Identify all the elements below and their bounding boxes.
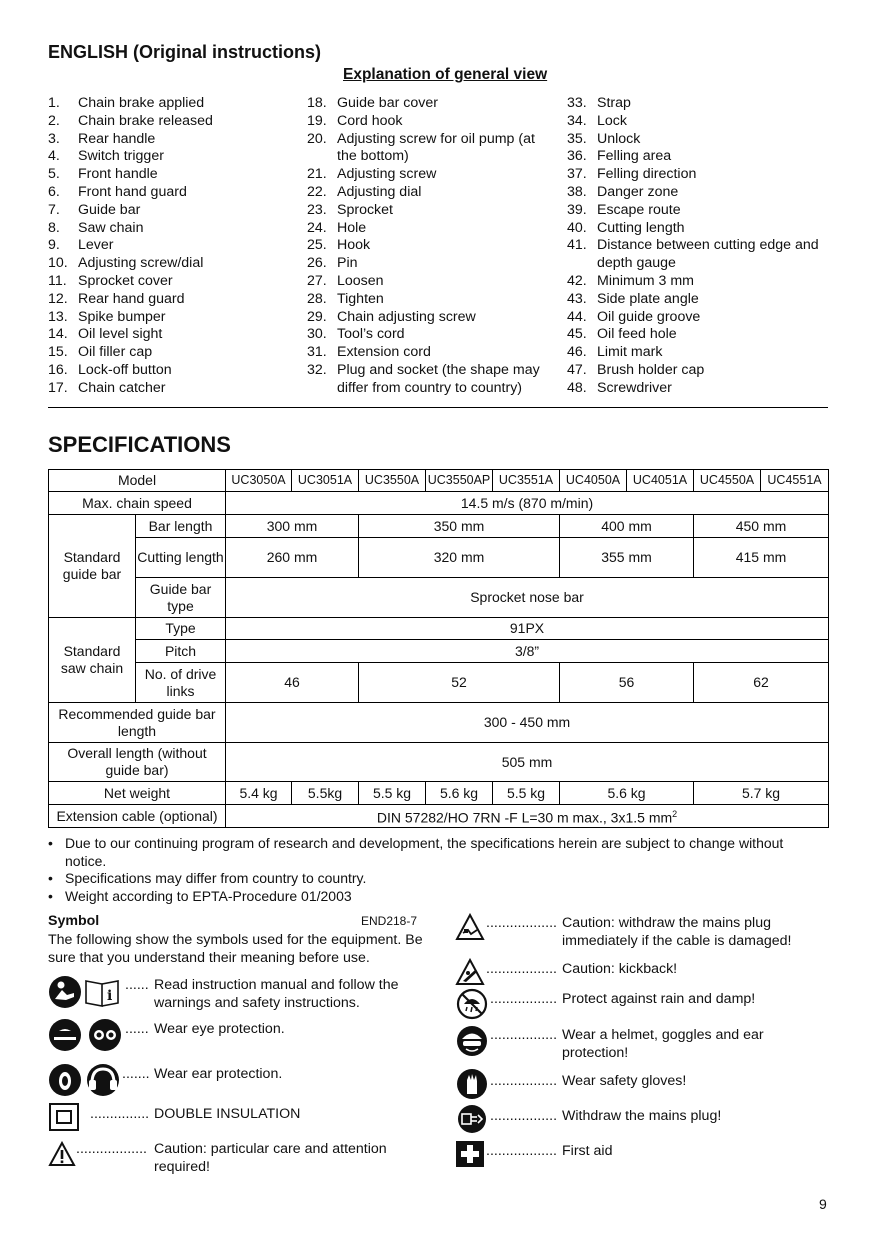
symbol-text: Wear safety gloves! bbox=[562, 1073, 687, 1089]
list-item bbox=[48, 202, 298, 220]
item-number: 27. bbox=[307, 272, 327, 289]
item-number: 28. bbox=[307, 290, 327, 307]
list-item bbox=[567, 362, 829, 380]
item-label: Oil feed hole bbox=[597, 326, 677, 343]
item-label: Screwdriver bbox=[597, 379, 672, 396]
item-label: Lever bbox=[78, 237, 114, 254]
list-item bbox=[307, 344, 557, 362]
item-label: Hole bbox=[337, 219, 367, 236]
item-label: Loosen bbox=[337, 272, 384, 289]
note-text: Weight according to EPTA-Procedure 01/2003 bbox=[65, 887, 352, 904]
symbol-text: Caution: particular care and attention required! bbox=[154, 1141, 387, 1175]
cutting-length-value: 415 mm bbox=[694, 538, 829, 578]
drive-links-value: 52 bbox=[359, 663, 560, 703]
item-number: 46. bbox=[567, 344, 587, 361]
list-item bbox=[307, 326, 557, 344]
item-number: 24. bbox=[307, 219, 327, 236]
symbol-entry bbox=[48, 975, 428, 1015]
leader-dots: ...... bbox=[125, 1021, 149, 1037]
item-label: Adjusting dial bbox=[337, 183, 422, 200]
drive-links-label: No. of drive links bbox=[136, 663, 226, 703]
item-number: 2. bbox=[48, 112, 60, 129]
item-label: Limit mark bbox=[597, 344, 663, 361]
max-speed-value: 14.5 m/s (870 m/min) bbox=[226, 492, 829, 515]
table-row bbox=[49, 782, 829, 805]
item-label: Chain adjusting screw bbox=[337, 308, 476, 325]
item-number: 16. bbox=[48, 361, 68, 378]
chain-type-value: 91PX bbox=[226, 618, 829, 640]
warning-icon bbox=[48, 1141, 76, 1167]
leader-dots: .................. bbox=[486, 1143, 557, 1159]
section-title-general-view: Explanation of general view bbox=[343, 66, 548, 83]
page-title: ENGLISH (Original instructions) bbox=[48, 42, 322, 62]
bullet: • bbox=[48, 887, 53, 904]
item-label: Spike bumper bbox=[78, 308, 166, 325]
specifications-title: SPECIFICATIONS bbox=[48, 432, 231, 457]
list-item bbox=[307, 95, 557, 113]
model-cell: UC3551A bbox=[493, 470, 560, 492]
item-label: Rear handle bbox=[78, 130, 156, 147]
table-row bbox=[49, 470, 829, 492]
item-label: Brush holder cap bbox=[597, 361, 705, 378]
symbol-text: Protect against rain and damp! bbox=[562, 991, 756, 1007]
item-label: Danger zone bbox=[597, 183, 679, 200]
leader-dots: .................. bbox=[486, 915, 557, 931]
extension-cable-sup: 2 bbox=[672, 808, 678, 819]
list-item bbox=[567, 237, 829, 273]
item-number: 34. bbox=[567, 112, 587, 129]
item-label: Cord hook bbox=[337, 112, 403, 129]
model-cell: UC4050A bbox=[560, 470, 627, 492]
list-item bbox=[567, 148, 829, 166]
list-item bbox=[567, 95, 829, 113]
item-number: 25. bbox=[307, 237, 327, 254]
net-weight-label: Net weight bbox=[49, 782, 226, 805]
net-weight-value: 5.6 kg bbox=[426, 782, 493, 805]
standard-saw-chain-label: Standard saw chain bbox=[49, 618, 136, 703]
item-label: Rear hand guard bbox=[78, 290, 185, 307]
leader-dots: ................. bbox=[490, 1108, 558, 1124]
table-row bbox=[49, 663, 829, 703]
item-number: 19. bbox=[307, 112, 327, 129]
symbol-text: Caution: kickback! bbox=[562, 961, 678, 977]
drive-links-value: 56 bbox=[560, 663, 694, 703]
item-number: 1. bbox=[48, 95, 60, 111]
list-item bbox=[307, 255, 557, 273]
svg-text:i: i bbox=[107, 988, 113, 1004]
item-number: 44. bbox=[567, 308, 587, 325]
list-item bbox=[567, 380, 829, 398]
net-weight-value: 5.5 kg bbox=[493, 782, 560, 805]
table-row bbox=[49, 805, 829, 828]
note-text: Due to our continuing program of research and development, the specifications herein are subject to change without notice. bbox=[65, 835, 784, 869]
table-row bbox=[49, 618, 829, 640]
item-label: Lock-off button bbox=[78, 361, 172, 378]
cutting-length-label: Cutting length bbox=[136, 538, 226, 578]
model-cell: UC4551A bbox=[761, 470, 829, 492]
list-item bbox=[307, 220, 557, 238]
list-item bbox=[48, 380, 298, 398]
list-item bbox=[48, 220, 298, 238]
list-item bbox=[48, 184, 298, 202]
kickback-icon bbox=[455, 958, 485, 986]
page-number: 9 bbox=[819, 1196, 827, 1212]
symbol-entry bbox=[455, 1025, 828, 1065]
chain-type-label: Type bbox=[136, 618, 226, 640]
list-item bbox=[567, 166, 829, 184]
list-item bbox=[48, 362, 298, 380]
net-weight-value: 5.7 kg bbox=[694, 782, 829, 805]
item-number: 14. bbox=[48, 326, 68, 343]
list-item bbox=[48, 835, 828, 870]
cutting-length-value: 355 mm bbox=[560, 538, 694, 578]
extension-cable-value bbox=[226, 805, 829, 828]
leader-dots: .................. bbox=[76, 1141, 147, 1157]
item-label: Sprocket cover bbox=[78, 272, 173, 289]
symbol-entry bbox=[48, 1103, 428, 1133]
symbol-text: Caution: withdraw the mains plug immediately if the cable is damaged! bbox=[562, 915, 792, 949]
item-number: 3. bbox=[48, 130, 60, 147]
bar-length-value: 400 mm bbox=[560, 515, 694, 538]
item-label: Tighten bbox=[337, 290, 384, 307]
list-item bbox=[48, 113, 298, 131]
list-item bbox=[307, 113, 557, 131]
list-item bbox=[567, 291, 829, 309]
leader-dots: ............... bbox=[90, 1106, 150, 1122]
max-speed-label: Max. chain speed bbox=[49, 492, 226, 515]
item-label: Oil guide groove bbox=[597, 308, 701, 325]
divider bbox=[48, 407, 828, 408]
overall-length-value: 505 mm bbox=[226, 743, 829, 782]
item-label: Chain catcher bbox=[78, 379, 166, 396]
symbol-entry bbox=[48, 1139, 428, 1179]
list-item bbox=[307, 184, 557, 202]
item-label: Oil level sight bbox=[78, 326, 163, 343]
list-item bbox=[48, 309, 298, 327]
recommended-bar-value: 300 - 450 mm bbox=[226, 703, 829, 743]
item-number: 20. bbox=[307, 130, 327, 147]
symbol-entry bbox=[455, 1104, 828, 1136]
drive-links-value: 62 bbox=[694, 663, 829, 703]
item-label: Hook bbox=[337, 237, 371, 254]
item-label: Switch trigger bbox=[78, 148, 164, 165]
item-label: Felling area bbox=[597, 148, 672, 165]
item-label: Front hand guard bbox=[78, 183, 187, 200]
symbol-entry bbox=[455, 913, 828, 953]
helmet-goggles-ear-icon bbox=[455, 1025, 489, 1057]
bullet: • bbox=[48, 870, 53, 887]
item-number: 15. bbox=[48, 344, 68, 361]
table-row bbox=[49, 515, 829, 538]
standard-guide-bar-label: Standard guide bar bbox=[49, 515, 136, 618]
list-item bbox=[567, 113, 829, 131]
model-cell: UC3550A bbox=[359, 470, 426, 492]
item-number: 6. bbox=[48, 183, 60, 200]
item-label: Plug and socket (the shape may differ from country to country) bbox=[337, 361, 540, 396]
item-label: Chain brake released bbox=[78, 112, 213, 129]
item-label: Adjusting screw/dial bbox=[78, 255, 204, 272]
leader-dots: ................. bbox=[490, 1027, 558, 1043]
model-label: Model bbox=[49, 470, 226, 492]
item-label: Chain brake applied bbox=[78, 95, 205, 111]
cutting-length-value: 260 mm bbox=[226, 538, 359, 578]
list-item bbox=[48, 131, 298, 149]
table-row bbox=[49, 703, 829, 743]
list-item bbox=[48, 888, 828, 906]
table-row bbox=[49, 538, 829, 578]
item-label: Guide bar cover bbox=[337, 95, 438, 111]
bar-length-value: 300 mm bbox=[226, 515, 359, 538]
list-item bbox=[567, 184, 829, 202]
list-item bbox=[48, 255, 298, 273]
gloves-icon bbox=[455, 1068, 489, 1100]
list-item bbox=[307, 131, 557, 167]
item-number: 37. bbox=[567, 166, 587, 183]
list-item bbox=[567, 220, 829, 238]
table-row bbox=[49, 492, 829, 515]
list-item bbox=[307, 362, 557, 398]
list-item bbox=[307, 273, 557, 291]
manual-icon bbox=[48, 975, 122, 1009]
item-number: 23. bbox=[307, 201, 327, 218]
list-item bbox=[48, 344, 298, 362]
symbol-text: Withdraw the mains plug! bbox=[562, 1108, 722, 1124]
symbol-text: Wear ear protection. bbox=[154, 1066, 283, 1082]
model-cell: UC4550A bbox=[694, 470, 761, 492]
list-item bbox=[307, 166, 557, 184]
item-number: 26. bbox=[307, 255, 327, 272]
ear-protection-icon bbox=[48, 1063, 122, 1097]
symbol-entry bbox=[455, 1140, 828, 1170]
item-label: Adjusting screw for oil pump (at the bottom) bbox=[337, 130, 535, 165]
symbol-text: Wear eye protection. bbox=[154, 1021, 285, 1037]
first-aid-icon bbox=[455, 1140, 485, 1168]
item-number: 22. bbox=[307, 183, 327, 200]
table-row bbox=[49, 743, 829, 782]
item-number: 33. bbox=[567, 95, 587, 111]
list-item bbox=[567, 309, 829, 327]
item-number: 8. bbox=[48, 219, 60, 236]
list-item bbox=[48, 95, 298, 113]
list-item bbox=[567, 202, 829, 220]
item-number: 31. bbox=[307, 344, 327, 361]
item-label: Guide bar bbox=[78, 201, 141, 218]
net-weight-value: 5.5 kg bbox=[359, 782, 426, 805]
symbol-code: END218-7 bbox=[361, 914, 418, 928]
pitch-label: Pitch bbox=[136, 640, 226, 663]
symbol-entry bbox=[48, 1063, 428, 1099]
item-label: Saw chain bbox=[78, 219, 144, 236]
item-number: 38. bbox=[567, 183, 587, 200]
item-label: Side plate angle bbox=[597, 290, 699, 307]
symbol-entry bbox=[455, 988, 828, 1020]
item-number: 40. bbox=[567, 219, 587, 236]
double-insulation-icon bbox=[48, 1103, 82, 1131]
extension-cable-text: DIN 57282/HO 7RN -F L=30 m max., 3x1.5 mm bbox=[376, 809, 673, 826]
cutting-length-value: 320 mm bbox=[359, 538, 560, 578]
list-item bbox=[307, 309, 557, 327]
item-label: Unlock bbox=[597, 130, 641, 147]
parts-list-column-3 bbox=[567, 95, 829, 398]
symbol-text: DOUBLE INSULATION bbox=[154, 1106, 301, 1122]
note-text: Specifications may differ from country to country. bbox=[65, 870, 367, 887]
net-weight-value: 5.6 kg bbox=[560, 782, 694, 805]
list-item bbox=[48, 148, 298, 166]
symbol-entry bbox=[455, 958, 828, 986]
symbol-intro: The following show the symbols used for the equipment. Be sure that you understand their meaning before use. bbox=[48, 932, 423, 966]
net-weight-value: 5.4 kg bbox=[226, 782, 292, 805]
guide-bar-type-value: Sprocket nose bar bbox=[226, 578, 829, 618]
model-cell: UC3050A bbox=[226, 470, 292, 492]
recommended-bar-label: Recommended guide bar length bbox=[49, 703, 226, 743]
leader-dots: ................. bbox=[490, 991, 558, 1007]
item-label: Tool’s cord bbox=[337, 326, 405, 343]
mains-plug-icon bbox=[455, 1104, 489, 1134]
spec-notes bbox=[48, 835, 828, 905]
list-item bbox=[567, 326, 829, 344]
item-number: 5. bbox=[48, 166, 60, 183]
model-cell: UC4051A bbox=[627, 470, 694, 492]
overall-length-label: Overall length (without guide bar) bbox=[49, 743, 226, 782]
leader-dots: ................. bbox=[490, 1073, 558, 1089]
guide-bar-type-label: Guide bar type bbox=[136, 578, 226, 618]
item-label: Distance between cutting edge and depth gauge bbox=[597, 237, 819, 272]
symbol-text: First aid bbox=[562, 1143, 613, 1159]
list-item bbox=[307, 202, 557, 220]
item-number: 35. bbox=[567, 130, 587, 147]
table-row bbox=[49, 578, 829, 618]
item-number: 10. bbox=[48, 255, 68, 272]
item-label: Minimum 3 mm bbox=[597, 272, 694, 289]
list-item bbox=[48, 291, 298, 309]
table-row bbox=[49, 640, 829, 663]
withdraw-plug-damaged-icon bbox=[455, 913, 485, 941]
item-number: 13. bbox=[48, 308, 68, 325]
item-number: 32. bbox=[307, 361, 327, 378]
item-label: Extension cord bbox=[337, 344, 431, 361]
leader-dots: ....... bbox=[122, 1066, 150, 1082]
item-number: 36. bbox=[567, 148, 587, 165]
list-item bbox=[307, 291, 557, 309]
item-number: 17. bbox=[48, 379, 68, 396]
item-number: 29. bbox=[307, 308, 327, 325]
specifications-table bbox=[48, 469, 829, 828]
item-label: Sprocket bbox=[337, 201, 393, 218]
leader-dots: ...... bbox=[125, 977, 149, 993]
bar-length-label: Bar length bbox=[136, 515, 226, 538]
item-label: Pin bbox=[337, 255, 358, 272]
item-number: 11. bbox=[48, 272, 67, 289]
list-item bbox=[567, 273, 829, 291]
pitch-value: 3/8” bbox=[226, 640, 829, 663]
item-number: 9. bbox=[48, 237, 60, 254]
list-item bbox=[307, 237, 557, 255]
item-label: Strap bbox=[597, 95, 631, 111]
item-number: 43. bbox=[567, 290, 587, 307]
item-number: 18. bbox=[307, 95, 327, 111]
item-number: 48. bbox=[567, 379, 587, 396]
bar-length-value: 350 mm bbox=[359, 515, 560, 538]
symbol-entry bbox=[48, 1018, 428, 1058]
symbol-text: Read instruction manual and follow the warnings and safety instructions. bbox=[154, 977, 399, 1011]
net-weight-value: 5.5kg bbox=[292, 782, 359, 805]
list-item bbox=[567, 344, 829, 362]
list-item bbox=[48, 326, 298, 344]
item-number: 42. bbox=[567, 272, 587, 289]
drive-links-value: 46 bbox=[226, 663, 359, 703]
leader-dots: .................. bbox=[486, 961, 557, 977]
item-number: 47. bbox=[567, 361, 587, 378]
item-label: Lock bbox=[597, 112, 627, 129]
list-item bbox=[48, 273, 298, 291]
item-number: 30. bbox=[307, 326, 327, 343]
parts-list-column-1 bbox=[48, 95, 298, 398]
list-item bbox=[48, 870, 828, 888]
item-label: Escape route bbox=[597, 201, 681, 218]
item-number: 45. bbox=[567, 326, 587, 343]
rain-protect-icon bbox=[455, 988, 489, 1020]
bar-length-value: 450 mm bbox=[694, 515, 829, 538]
model-cell: UC3051A bbox=[292, 470, 359, 492]
item-label: Oil filler cap bbox=[78, 344, 153, 361]
item-number: 7. bbox=[48, 201, 60, 218]
item-label: Front handle bbox=[78, 166, 158, 183]
item-number: 21. bbox=[307, 166, 327, 183]
symbol-text: Wear a helmet, goggles and ear protection! bbox=[562, 1027, 764, 1061]
model-cell: UC3550AP bbox=[426, 470, 493, 492]
item-number: 41. bbox=[567, 237, 587, 254]
item-label: Cutting length bbox=[597, 219, 685, 236]
symbol-entry bbox=[455, 1068, 828, 1100]
item-label: Felling direction bbox=[597, 166, 697, 183]
extension-cable-label: Extension cable (optional) bbox=[49, 805, 226, 828]
item-number: 4. bbox=[48, 148, 60, 165]
item-label: Adjusting screw bbox=[337, 166, 437, 183]
parts-list-column-2 bbox=[307, 95, 557, 398]
symbol-title: Symbol bbox=[48, 913, 100, 929]
item-number: 12. bbox=[48, 290, 68, 307]
list-item bbox=[567, 131, 829, 149]
item-number: 39. bbox=[567, 201, 587, 218]
list-item bbox=[48, 237, 298, 255]
eye-protection-icon bbox=[48, 1018, 122, 1052]
list-item bbox=[48, 166, 298, 184]
bullet: • bbox=[48, 835, 53, 851]
